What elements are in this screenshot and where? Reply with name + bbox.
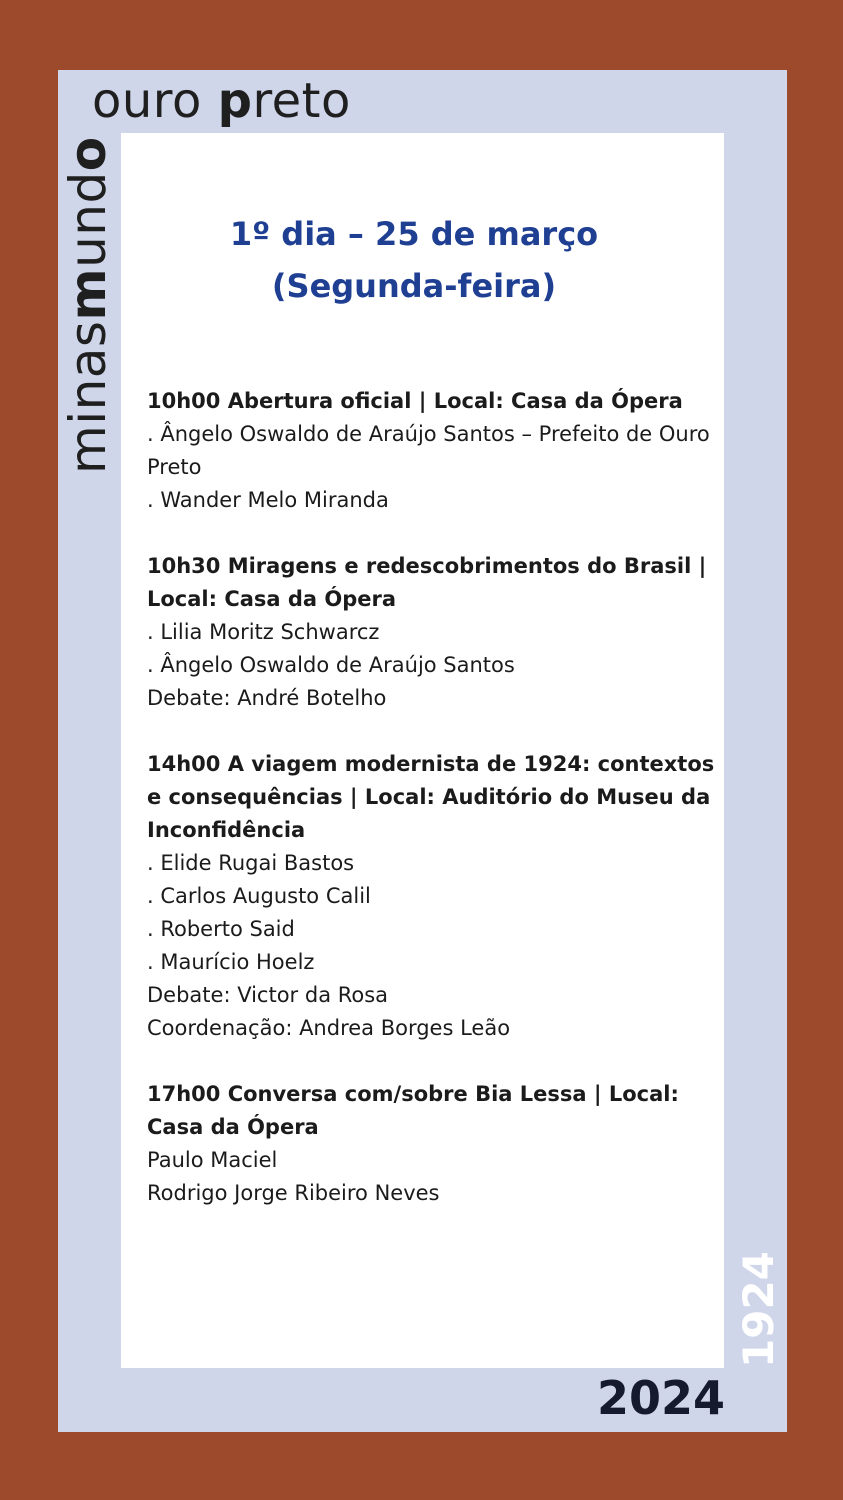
participant: . Ângelo Oswaldo de Araújo Santos <box>147 653 515 677</box>
debate: Debate: André Botelho <box>147 686 387 710</box>
page-title <box>121 208 707 312</box>
participant: Paulo Maciel <box>147 1148 278 1172</box>
session-heading: 17h00 Conversa com/sobre Bia Lessa | Local: Casa da Ópera <box>147 1082 679 1139</box>
brand-logo-minasmundo <box>58 104 118 474</box>
participant: Rodrigo Jorge Ribeiro Neves <box>147 1181 440 1205</box>
year-2024: 2024 <box>596 1371 725 1425</box>
brand-uro: uro <box>121 73 218 129</box>
coordination: Coordenação: Andrea Borges Leão <box>147 1016 511 1040</box>
debate: Debate: Victor da Rosa <box>147 983 389 1007</box>
participant: . Carlos Augusto Calil <box>147 884 371 908</box>
participant: . Lilia Moritz Schwarcz <box>147 620 380 644</box>
participant: . Wander Melo Miranda <box>147 488 389 512</box>
brand-m: m <box>59 267 117 321</box>
brand-title-ouro-preto <box>92 72 351 130</box>
brand-p: p <box>217 73 253 129</box>
schedule <box>147 385 722 1243</box>
brand-minas: minas <box>59 320 117 474</box>
session-1000 <box>147 385 722 517</box>
session-1030 <box>147 550 722 715</box>
title-weekday: (Segunda-feira) <box>271 267 557 305</box>
participant: . Elide Rugai Bastos <box>147 851 355 875</box>
participant: . Roberto Said <box>147 917 295 941</box>
title-date: 1º dia – 25 de março <box>229 215 599 253</box>
session-heading: 10h00 Abertura oficial | Local: Casa da Ópera <box>147 389 683 413</box>
brand-reto: reto <box>252 73 351 129</box>
session-1400 <box>147 748 722 1045</box>
brand-final-o: o <box>59 136 117 172</box>
brand-o: o <box>92 73 122 129</box>
year-1924: 1924 <box>734 1251 783 1368</box>
session-heading: 14h00 A viagem modernista de 1924: contextos e consequências | Local: Auditório do Museu da Inconfidência <box>147 752 715 842</box>
session-1700 <box>147 1078 722 1210</box>
participant: . Ângelo Oswaldo de Araújo Santos – Prefeito de Ouro Preto <box>147 422 710 479</box>
participant: . Maurício Hoelz <box>147 950 315 974</box>
session-heading: 10h30 Miragens e redescobrimentos do Brasil | Local: Casa da Ópera <box>147 554 707 611</box>
brand-und: und <box>59 171 117 268</box>
